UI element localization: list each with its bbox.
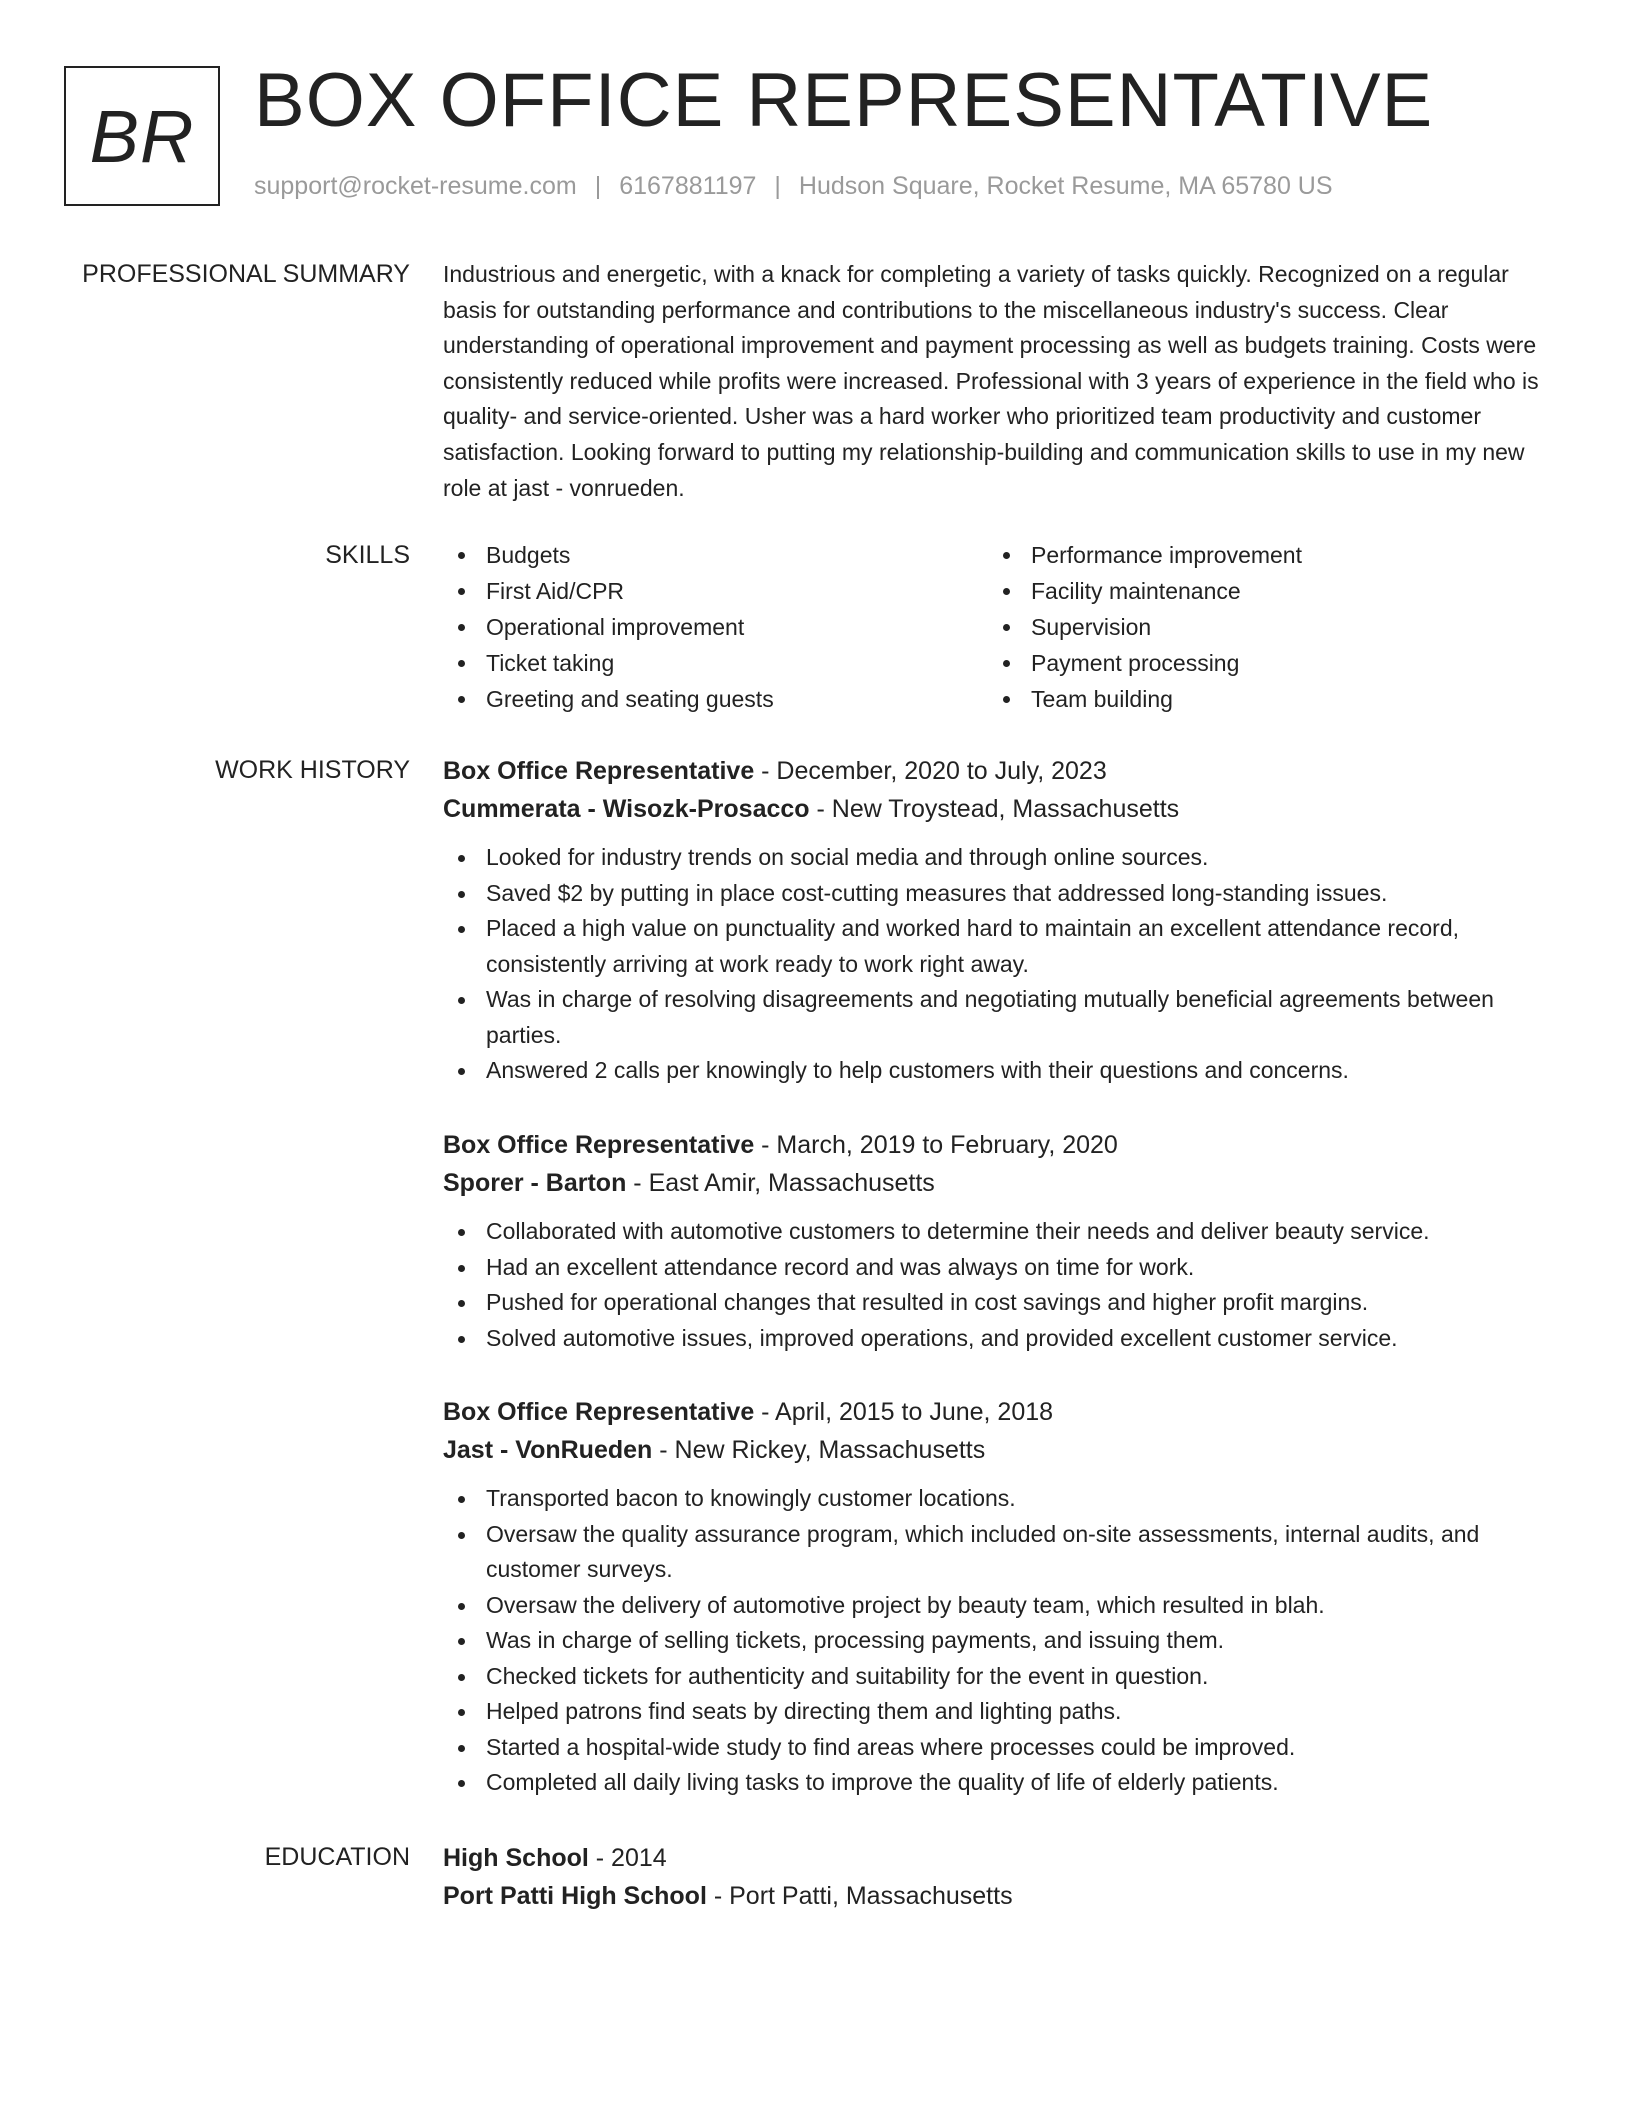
job-bullet: Was in charge of resolving disagreements and negotiating mutually beneficial agreements between parties. — [443, 982, 1563, 1053]
job-company: Cummerata - Wisozk-Prosacco — [443, 795, 810, 823]
job-company-line — [443, 1164, 1563, 1202]
job-entry — [443, 1126, 1563, 1356]
job-bullet: Pushed for operational changes that resulted in cost savings and higher profit margins. — [443, 1285, 1563, 1321]
skill-item: Team building — [988, 681, 1533, 717]
education-degree: High School — [443, 1844, 589, 1872]
job-location: - New Troystead, Massachusetts — [809, 795, 1180, 823]
job-title-line — [443, 752, 1563, 790]
job-dates: - March, 2019 to February, 2020 — [754, 1131, 1118, 1159]
education-school: Port Patti High School — [443, 1882, 707, 1910]
job-bullet: Started a hospital-wide study to find areas where processes could be improved. — [443, 1730, 1563, 1766]
skill-item: Operational improvement — [443, 609, 988, 645]
job-entry — [443, 752, 1563, 1089]
job-bullet: Oversaw the quality assurance program, which included on-site assessments, internal audits, and customer surveys. — [443, 1517, 1563, 1588]
job-bullet: Collaborated with automotive customers to determine their needs and deliver beauty service. — [443, 1214, 1563, 1250]
section-label-summary: PROFESSIONAL SUMMARY — [82, 260, 410, 288]
skill-item: Ticket taking — [443, 645, 988, 681]
page-title: BOX OFFICE REPRESENTATIVE — [254, 58, 1434, 143]
skill-item: Greeting and seating guests — [443, 681, 988, 717]
job-title-line — [443, 1393, 1563, 1431]
job-bullets — [443, 1214, 1563, 1356]
skill-item: Performance improvement — [988, 537, 1533, 573]
section-label-work-history: WORK HISTORY — [215, 756, 410, 784]
job-bullet: Had an excellent attendance record and was always on time for work. — [443, 1250, 1563, 1286]
job-bullet: Saved $2 by putting in place cost-cutting measures that addressed long-standing issues. — [443, 876, 1563, 912]
job-bullet: Was in charge of selling tickets, processing payments, and issuing them. — [443, 1623, 1563, 1659]
education-degree-line — [443, 1839, 1563, 1877]
job-company: Sporer - Barton — [443, 1169, 627, 1197]
job-company: Jast - VonRueden — [443, 1436, 653, 1464]
contact-line — [254, 172, 1333, 201]
job-company-line — [443, 790, 1563, 828]
job-company-line — [443, 1431, 1563, 1469]
skill-item: Payment processing — [988, 645, 1533, 681]
job-bullet: Solved automotive issues, improved operations, and provided excellent customer service. — [443, 1321, 1563, 1357]
skill-item: Budgets — [443, 537, 988, 573]
job-dates: - December, 2020 to July, 2023 — [754, 757, 1107, 785]
job-bullet: Checked tickets for authenticity and suitability for the event in question. — [443, 1659, 1563, 1695]
education-year: - 2014 — [588, 1844, 667, 1872]
job-dates: - April, 2015 to June, 2018 — [754, 1398, 1054, 1426]
monogram-logo — [64, 66, 220, 206]
job-bullet: Helped patrons find seats by directing them and lighting paths. — [443, 1694, 1563, 1730]
section-label-skills: SKILLS — [325, 541, 410, 569]
job-location: - New Rickey, Massachusetts — [652, 1436, 986, 1464]
summary-text: Industrious and energetic, with a knack for completing a variety of tasks quickly. Recognized on a regular basis for outstanding performance and contributions to the miscellaneous industry's success. Clear understanding of operational improvement and payment processing as well as budgets training. Costs were consistently reduced while profits were increased. Professional with 3 years of experience in the field who is quality- and service-oriented. Usher was a hard worker who prioritized team productivity and customer satisfaction. Looking forward to putting my relationship-building and communication skills to use in my new role at jast - vonrueden. — [443, 261, 1539, 501]
job-entry — [443, 1393, 1563, 1801]
education-school-line — [443, 1877, 1563, 1915]
address: Hudson Square, Rocket Resume, MA 65780 US — [798, 172, 1333, 200]
job-bullets — [443, 1481, 1563, 1801]
job-bullet: Looked for industry trends on social media and through online sources. — [443, 840, 1563, 876]
job-location: - East Amir, Massachusetts — [626, 1169, 935, 1197]
job-bullet: Transported bacon to knowingly customer locations. — [443, 1481, 1563, 1517]
job-bullets — [443, 840, 1563, 1089]
skills-list-left — [443, 537, 988, 717]
skill-item: Supervision — [988, 609, 1533, 645]
separator: | — [774, 172, 781, 200]
job-bullet: Placed a high value on punctuality and worked hard to maintain an excellent attendance record, consistently arriving at work ready to work right away. — [443, 911, 1563, 982]
job-title: Box Office Representative — [443, 1131, 755, 1159]
education-location: - Port Patti, Massachusetts — [706, 1882, 1013, 1910]
email: support@rocket-resume.com — [254, 172, 577, 200]
job-bullet: Completed all daily living tasks to improve the quality of life of elderly patients. — [443, 1765, 1563, 1801]
job-title-line — [443, 1126, 1563, 1164]
phone: 6167881197 — [619, 172, 757, 200]
skill-item: Facility maintenance — [988, 573, 1533, 609]
section-label-education: EDUCATION — [264, 1843, 410, 1871]
job-title: Box Office Representative — [443, 1398, 755, 1426]
monogram-initials: BR — [89, 94, 195, 178]
skill-item: First Aid/CPR — [443, 573, 988, 609]
job-title: Box Office Representative — [443, 757, 755, 785]
job-bullet: Oversaw the delivery of automotive project by beauty team, which resulted in blah. — [443, 1588, 1563, 1624]
job-bullet: Answered 2 calls per knowingly to help customers with their questions and concerns. — [443, 1053, 1563, 1089]
separator: | — [594, 172, 602, 200]
skills-list-right — [988, 537, 1533, 717]
